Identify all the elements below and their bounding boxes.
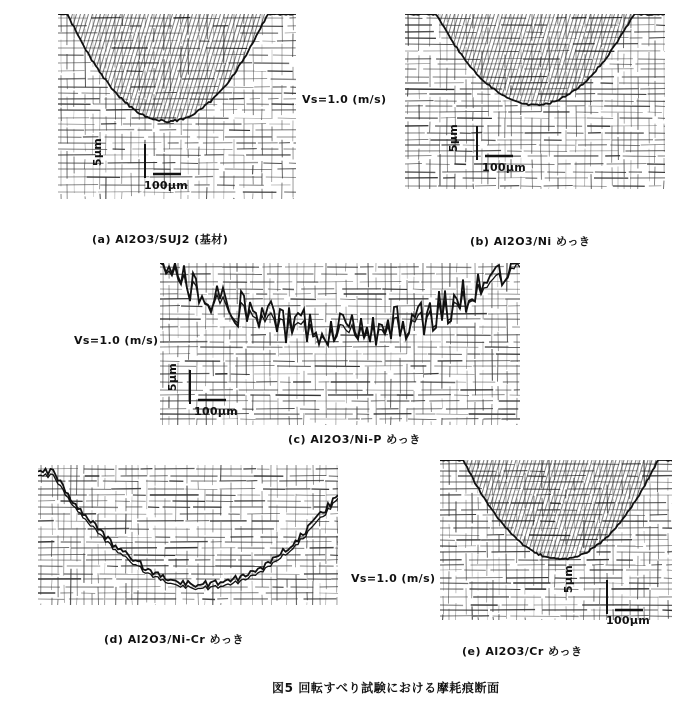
panel-d (38, 465, 338, 605)
panel-c-width-scale: 100μm (194, 405, 239, 418)
panel-b-width-scale: 100μm (482, 161, 527, 174)
panel-e-width-scale: 100μm (606, 614, 651, 627)
panel-d-wear-profile (38, 469, 338, 587)
panel-c-depth-scale: 5μm (166, 363, 179, 392)
panel-a-depth-scale: 5μm (91, 138, 104, 167)
panel-d-wear-profile-2 (38, 474, 338, 590)
panel-a-width-scale: 100μm (144, 179, 189, 192)
speed-label-c: Vs=1.0 (m/s) (74, 334, 159, 347)
panel-b-caption: (b) Al2O3/Ni めっき (470, 235, 591, 248)
panel-e (440, 460, 672, 627)
panel-c-scale-bar (190, 370, 226, 404)
panel-a-profile (58, 14, 296, 199)
panel-e-caption: (e) Al2O3/Cr めっき (462, 645, 583, 658)
panel-c (160, 263, 520, 425)
panel-c-profile (160, 263, 520, 425)
panel-e-profile (440, 460, 672, 620)
panel-b-profile (405, 14, 665, 189)
panel-b (405, 14, 665, 189)
speed-label-de: Vs=1.0 (m/s) (351, 572, 436, 585)
speed-label-ab: Vs=1.0 (m/s) (302, 93, 387, 106)
panel-d-grid (38, 465, 338, 605)
panel-d-caption: (d) Al2O3/Ni-Cr めっき (104, 633, 244, 646)
panel-a-caption: (a) Al2O3/SUJ2 (基材) (92, 233, 229, 246)
panel-b-scale-bar (477, 126, 513, 160)
panel-d-profile (38, 465, 338, 605)
panel-b-depth-scale: 5μm (447, 124, 460, 153)
panel-a (58, 14, 296, 199)
panel-c-caption: (c) Al2O3/Ni-P めっき (288, 433, 421, 446)
figure-caption: 図5 回転すべり試験における摩耗痕断面 (272, 681, 500, 695)
panel-e-depth-scale: 5μm (562, 565, 575, 594)
panel-a-hatch (58, 14, 296, 199)
